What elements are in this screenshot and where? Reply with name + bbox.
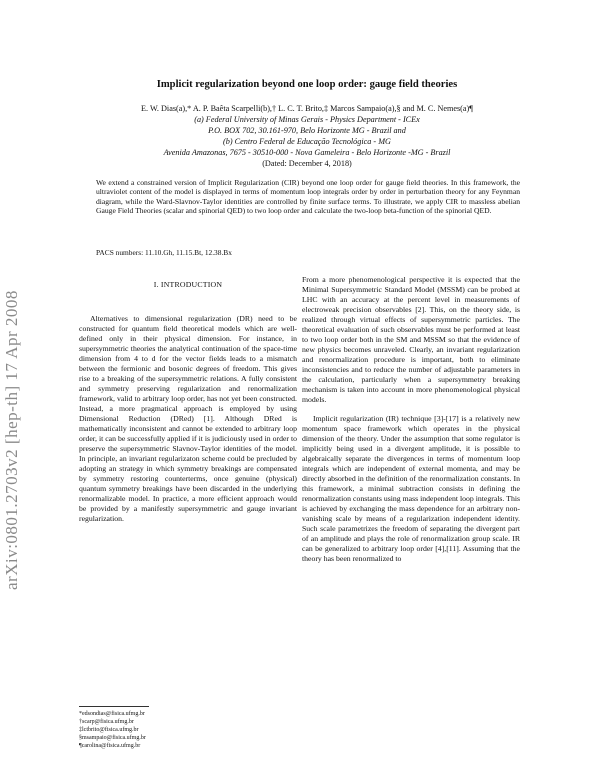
right-paragraph-2: Implicit regularization (IR) technique [3]-[17] is a relatively new momentum space framework which operates in the physical dimension of the theory. Under the assumption that some regulator is implicitly being used in a divergent amplitude, it is possible to algebraically separate the divergences in terms of momentum loop integrals which are independent of external momenta, and may be directly absorbed in the definition of the renormalization constants. In this framework, a minimal subtraction consists in defining the renormalization constants using mass independent loop integrals. This is achieved by exchanging the mass dependence for an arbitrary non-vanishing scale by means of a regularization independent identity. Such scale parametrizes the freedom of separating the divergent part of an amplitude and plays the role of renormalization group scale. IR can be generalized to arbitrary loop order [4],[11]. Assuming that the theory has been renormalized to	[302, 414, 520, 563]
right-paragraph-1: From a more phenomenological perspective it is expected that the Minimal Supersymmetric Standard Model (MSSM) can be probed at LHC with an accuracy at the percent level in measurements of electroweak precision observables [2]. This, on the theory side, is realized through virtual effects of supersymmetric particles. The theoretical evaluation of such observables must be performed at least to two loop order both in the SM and MSSM so that the evidence of new physics becomes unraveled. Clearly, an invariant regularization and renormalization procedure is important, both to eliminate inconsistencies and to reduce the number of adjustable parameters in the calculation, particularly when a supersymmetry breaking mechanism is taken into account in more phenomenological physical models.	[302, 275, 520, 404]
footnote-3: ‡lctbrito@fisica.ufmg.br	[79, 727, 139, 733]
right-column	[302, 275, 520, 564]
arxiv-identifier: arXiv:0801.2703v2 [hep-th] 17 Apr 2008	[2, 290, 21, 590]
section-heading: I. INTRODUCTION	[153, 280, 223, 289]
affiliation-1: (a) Federal University of Minas Gerais - Physics Department - ICEx	[194, 115, 420, 124]
footnote-rule	[79, 706, 149, 707]
paper-title: Implicit regularization beyond one loop order: gauge field theories	[156, 79, 458, 90]
affiliation-4: Avenida Amazonas, 7675 - 30510-000 - Nova Gameleira - Belo Horizonte -MG - Brazil	[163, 148, 451, 157]
left-column	[79, 275, 297, 524]
authors-line: E. W. Dias(a),* A. P. Baêta Scarpelli(b),† L. C. T. Brito,‡ Marcos Sampaio(a),§ and M. C. Nemes(a)¶	[141, 104, 473, 113]
dated-line: (Dated: December 4, 2018)	[262, 159, 352, 168]
footnote-5: ¶carolina@fisica.ufmg.br	[79, 743, 141, 749]
footnote-1: *edsondias@fisica.ufmg.br	[79, 711, 145, 717]
left-paragraph-1: Alternatives to dimensional regularization (DR) need to be constructed for quantum field theoretical models which are well-defined only in their physical dimension. For instance, in supersymmetric theories the analytical continuation of the space-time dimension from 4 to d for the vector fields leads to a mismatch between the fermionic and bosonic degrees of freedom. This gives rise to a breaking of the supersymmetric relations. A fully consistent and symmetry preserving regularization and renormalization framework, valid to arbitrary loop order, has not yet been constructed. Instead, a more pragmatical approach is employed by using Dimensional Reduction (DRed) [1]. Although DRed is mathematically inconsistent and cannot be extended to arbitrary loop order, it can be successfully applied if it is judiciously used in order to preserve the supersymmetric Slavnov-Taylor identities of the model. In principle, an invariant regularizaton scheme could be precluded by adopting an strategy in which symmetry breakings are compensated by symmetry restoring counterterms, once genuine (physical) quantum symmetry breakings have been discarded in the underlying renormalizable model. In practice, a more efficient approach would be provided by a manifestly supersymmetric and gauge invariant regularization.	[79, 314, 297, 523]
abstract: We extend a constrained version of Implicit Regularization (CIR) beyond one loop order for gauge field theories. In this framework, the ultraviolet content of the model is displayed in terms of momentum loop integrals order by order in perturbation theory for any Feynman diagram, while the Ward-Slavnov-Taylor identities are controlled by finite surface terms. To illustrate, we apply CIR to massless abelian Gauge Field Theories (scalar and spinorial QED) to two loop order and calculate the two-loop beta-function of the spinorial QED.	[96, 178, 520, 216]
affiliation-3: (b) Centro Federal de Educação Tecnológica - MG	[223, 137, 391, 146]
affiliation-2: P.O. BOX 702, 30.161-970, Belo Horizonte MG - Brazil and	[208, 126, 406, 135]
footnote-2: †scarp@fisica.ufmg.br	[79, 719, 134, 725]
footnotes	[79, 706, 297, 750]
footnote-4: §msampaio@fisica.ufmg.br	[79, 735, 146, 741]
pacs-numbers: PACS numbers: 11.10.Gh, 11.15.Bt, 12.38.Bx	[96, 248, 232, 257]
author-block	[60, 103, 554, 169]
